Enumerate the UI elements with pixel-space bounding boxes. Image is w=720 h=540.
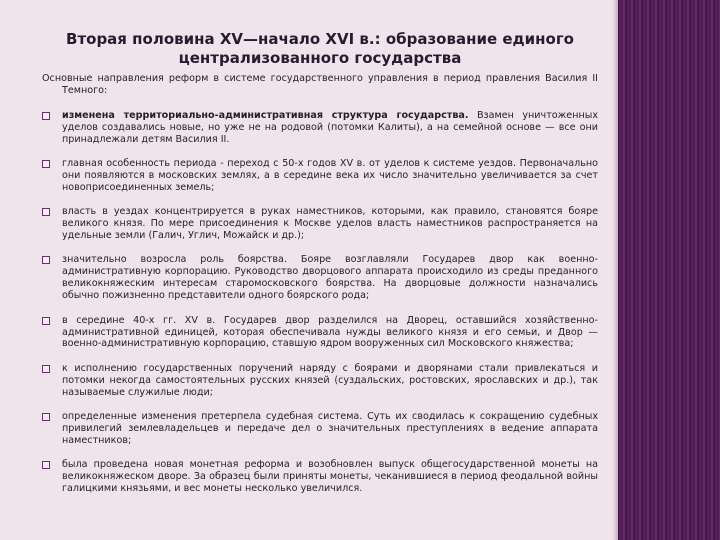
- intro-text: Основные направления реформ в системе государственного управления в период правления Василия II Темного:: [42, 73, 598, 96]
- square-bullet-icon: [42, 413, 50, 421]
- bullet-list: [42, 110, 598, 495]
- decorative-side-bar: [618, 0, 720, 540]
- bullet-text: определенные изменения претерпела судебная система. Суть их сводилась к сокращению судебных привилегий землевладельцев и передаче дел о значительных преступлениях в ведение аппарата наместников;: [62, 411, 598, 446]
- bullet-bold-text: изменена территориально-административная структура государства.: [62, 109, 469, 121]
- bullet-item: [42, 459, 598, 495]
- bullet-text: значительно возросла роль боярства. Бояре возглавляли Государев двор как военно-административную корпорацию. Руководство дворцового аппарата происходило из среды преданного великокняжеским интересам старомосковского боярства. На дворцовые должности назначались обычно пожизненно представители одного боярского рода;: [62, 254, 598, 302]
- bullet-item: [42, 363, 598, 399]
- bullet-item: [42, 254, 598, 302]
- bullet-text: к исполнению государственных поручений наряду с боярами и дворянами стали привлекаться и потомки некогда самостоятельных русских князей (суздальских, ростовских, ярославских и др.), так называемые служилые люди;: [62, 362, 598, 398]
- bullet-item: [42, 315, 598, 351]
- bullet-text: была проведена новая монетная реформа и возобновлен выпуск общегосударственной монеты на великокняжеском дворе. За образец были приняты монеты, чеканившиеся в период феодальной войны галицкими князьями, и вес монеты несколько увеличился.: [62, 459, 598, 495]
- square-bullet-icon: [42, 256, 50, 264]
- bullet-item: [42, 110, 598, 146]
- bullet-text: власть в уездах концентрируется в руках наместников, которыми, как правило, становятся бояре великого князя. По мере присоединения к Москве уделов власть наместников распространяется на удельные земли (Галич, Углич, Можайск и др.);: [62, 206, 598, 242]
- square-bullet-icon: [42, 208, 50, 216]
- slide-title: Вторая половина XV—начало XVI в.: образование единого централизованного государства: [66, 30, 574, 67]
- bullet-text: в середине 40-х гг. XV в. Государев двор разделился на Дворец, оставшийся хозяйственно-административной единицей, которая обеспечивала нужды великого князя и его семьи, и Двор — военно-административную корпорацию, ставшую ядром вооруженных сил Московского княжества;: [62, 314, 598, 350]
- bullet-item: [42, 206, 598, 242]
- bullet-text: Взамен уничтоженных уделов создавались новые, но уже не на родовой (потомки Калиты), а на семейной основе — все они принадлежали детям Василия II.: [62, 109, 598, 145]
- bullet-item: [42, 158, 598, 194]
- square-bullet-icon: [42, 365, 50, 373]
- bullet-text: главная особенность периода - переход с 50-х годов XV в. от уделов к системе уездов. Первоначально они появляются в московских землях, а в середине века их число значительно увеличивается за счет новоприсоединенных земель;: [62, 158, 598, 193]
- square-bullet-icon: [42, 160, 50, 168]
- square-bullet-icon: [42, 317, 50, 325]
- slide-content: [42, 73, 598, 507]
- square-bullet-icon: [42, 112, 50, 120]
- bullet-item: [42, 411, 598, 447]
- square-bullet-icon: [42, 461, 50, 469]
